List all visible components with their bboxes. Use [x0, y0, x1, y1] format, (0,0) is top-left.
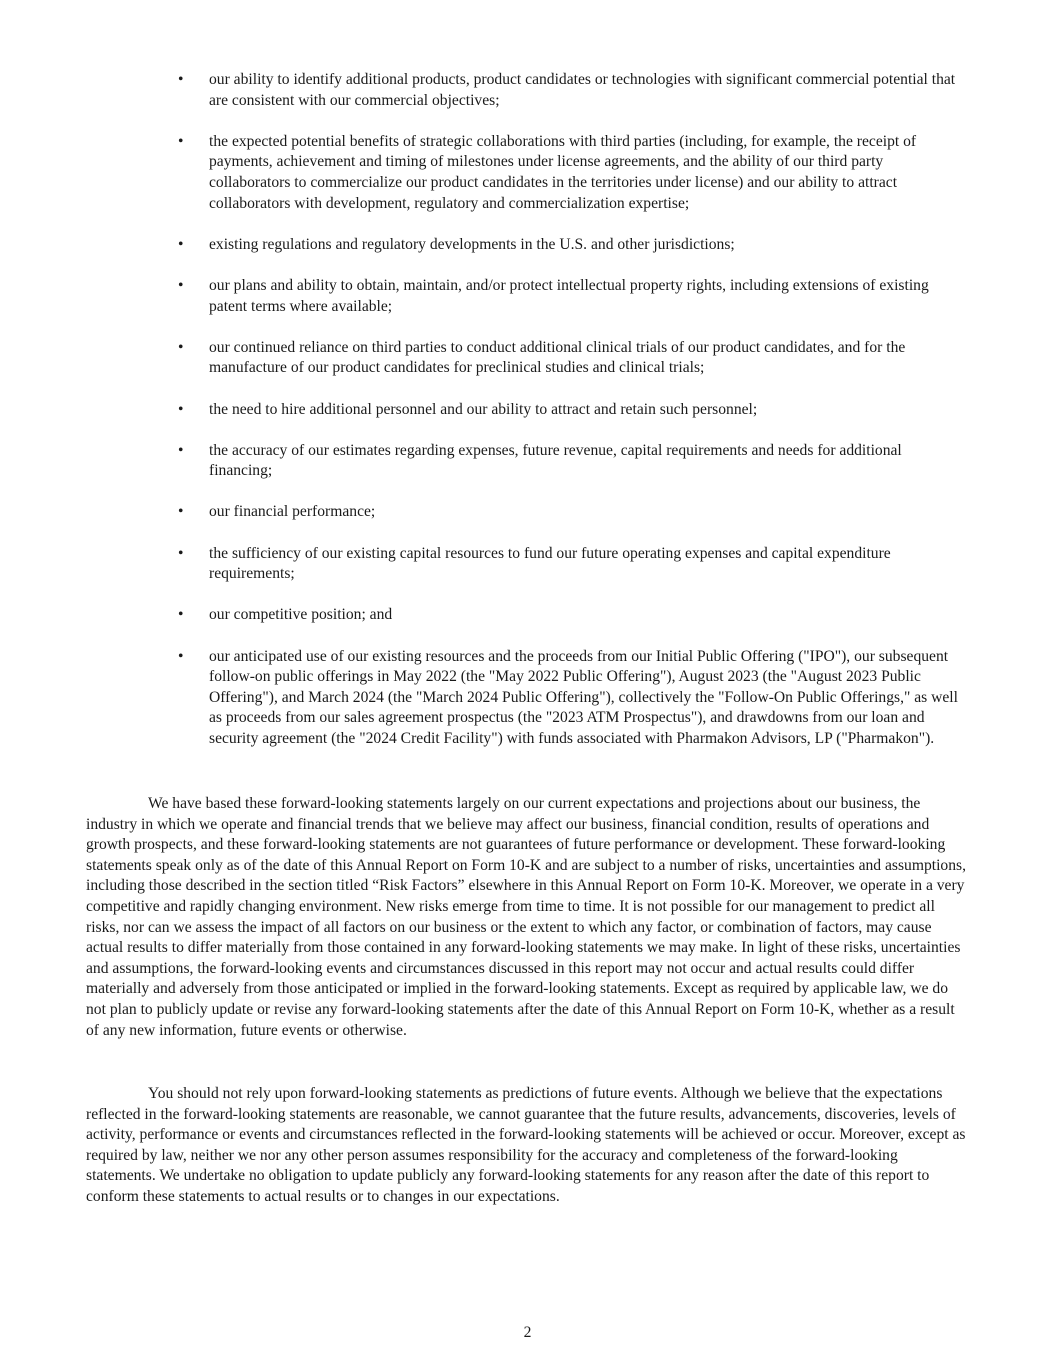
list-item	[178, 338, 968, 379]
bullet-icon: •	[178, 400, 184, 418]
list-item	[178, 544, 968, 585]
bullet-icon: •	[178, 503, 184, 521]
bullet-text: the sufficiency of our existing capital resources to fund our future operating expenses and capital expenditure requirements;	[209, 544, 891, 583]
list-item	[178, 276, 968, 317]
bullet-icon: •	[178, 647, 184, 665]
page-number: 2	[523, 1324, 532, 1341]
bullet-text: our financial performance;	[209, 503, 376, 521]
bullet-icon: •	[178, 235, 184, 253]
bullet-text: the accuracy of our estimates regarding expenses, future revenue, capital requirements and needs for additional financing;	[209, 441, 902, 480]
list-item	[178, 132, 968, 214]
list-item	[178, 70, 968, 111]
list-item	[178, 400, 968, 421]
reliance-caution-paragraph: You should not rely upon forward-looking statements as predictions of future events. Although we believe that the expectations reflected in the forward-looking statements are reasonable, we cannot guarantee that the future results, advancements, discoveries, levels of activity, performance or events and circumstances reflected in the forward-looking statements will be achieved or occur. Moreover, except as required by law, neither we nor any other person assumes responsibility for the accuracy and completeness of the forward-looking statements. We undertake no obligation to update publicly any forward-looking statements for any reason after the date of this report to conform these statements to actual results or to changes in our expectations.	[86, 1085, 966, 1205]
forward-looking-basis-paragraph: We have based these forward-looking statements largely on our current expectations and projections about our business, the industry in which we operate and financial trends that we believe may affect our business, financial condition, results of operations and growth prospects, and these forward-looking statements are not guarantees of future performance or development. These forward-looking statements speak only as of the date of this Annual Report on Form 10-K and are subject to a number of risks, uncertainties and assumptions, including those described in the section titled “Risk Factors” elsewhere in this Annual Report on Form 10-K. Moreover, we operate in a very competitive and rapidly changing environment. New risks emerge from time to time. It is not possible for our management to predict all risks, nor can we assess the impact of all factors on our business or the extent to which any factor, or combination of factors, may cause actual results to differ materially from those contained in any forward-looking statements we may make. In light of these risks, uncertainties and assumptions, the forward-looking events and circumstances discussed in this report may not occur and actual results could differ materially and adversely from those anticipated or implied in the forward-looking statements. Except as required by applicable law, we do not plan to publicly update or revise any forward-looking statements after the date of this Annual Report on Form 10-K, whether as a result of any new information, future events or otherwise.	[86, 795, 966, 1039]
bullet-icon: •	[178, 441, 184, 459]
list-item	[178, 502, 968, 523]
bullet-text: the expected potential benefits of strategic collaborations with third parties (including, for example, the receipt of payments, achievement and timing of milestones under license agreements, and the ability of our third party collaborators to commercialize our product candidates in the territories under license) and our ability to attract collaborators with development, regulatory and commercialization expertise;	[209, 132, 917, 212]
bullet-icon: •	[178, 544, 184, 562]
bullet-icon: •	[178, 71, 184, 88]
bullet-icon: •	[178, 338, 184, 356]
bullet-text: our competitive position; and	[209, 606, 393, 624]
bullet-icon: •	[178, 606, 184, 624]
bullet-text: our continued reliance on third parties to conduct additional clinical trials of our product candidates, and for the manufacture of our product candidates for preclinical studies and clinical trials;	[209, 338, 906, 377]
forward-looking-bullet-list	[178, 70, 968, 750]
bullet-text: our anticipated use of our existing resources and the proceeds from our Initial Public Offering ("IPO"), our subsequent follow-on public offerings in May 2022 (the "May 2022 Public Offering"), August 2023 (the "August 2023 Public Offering"), and March 2024 (the "March 2024 Public Offering"), collectively the "Follow-On Public Offerings," as well as proceeds from our sales agreement prospectus (the "2023 ATM Prospectus"), and drawdowns from our loan and security agreement (the "2024 Credit Facility") with funds associated with Pharmakon Advisors, LP ("Pharmakon").	[209, 647, 958, 747]
list-item	[178, 235, 968, 256]
list-item	[178, 647, 968, 750]
bullet-text: our plans and ability to obtain, maintain, and/or protect intellectual property rights, including extensions of existing patent terms where available;	[209, 276, 929, 315]
bullet-text: the need to hire additional personnel and our ability to attract and retain such personnel;	[209, 400, 758, 418]
bullet-icon: •	[178, 132, 184, 150]
bullet-icon: •	[178, 276, 184, 294]
bullet-text: our ability to identify additional products, product candidates or technologies with significant commercial potential that are consistent with our commercial objectives;	[209, 71, 956, 109]
bullet-text: existing regulations and regulatory developments in the U.S. and other jurisdictions;	[209, 235, 735, 253]
list-item	[178, 441, 968, 482]
list-item	[178, 605, 968, 626]
